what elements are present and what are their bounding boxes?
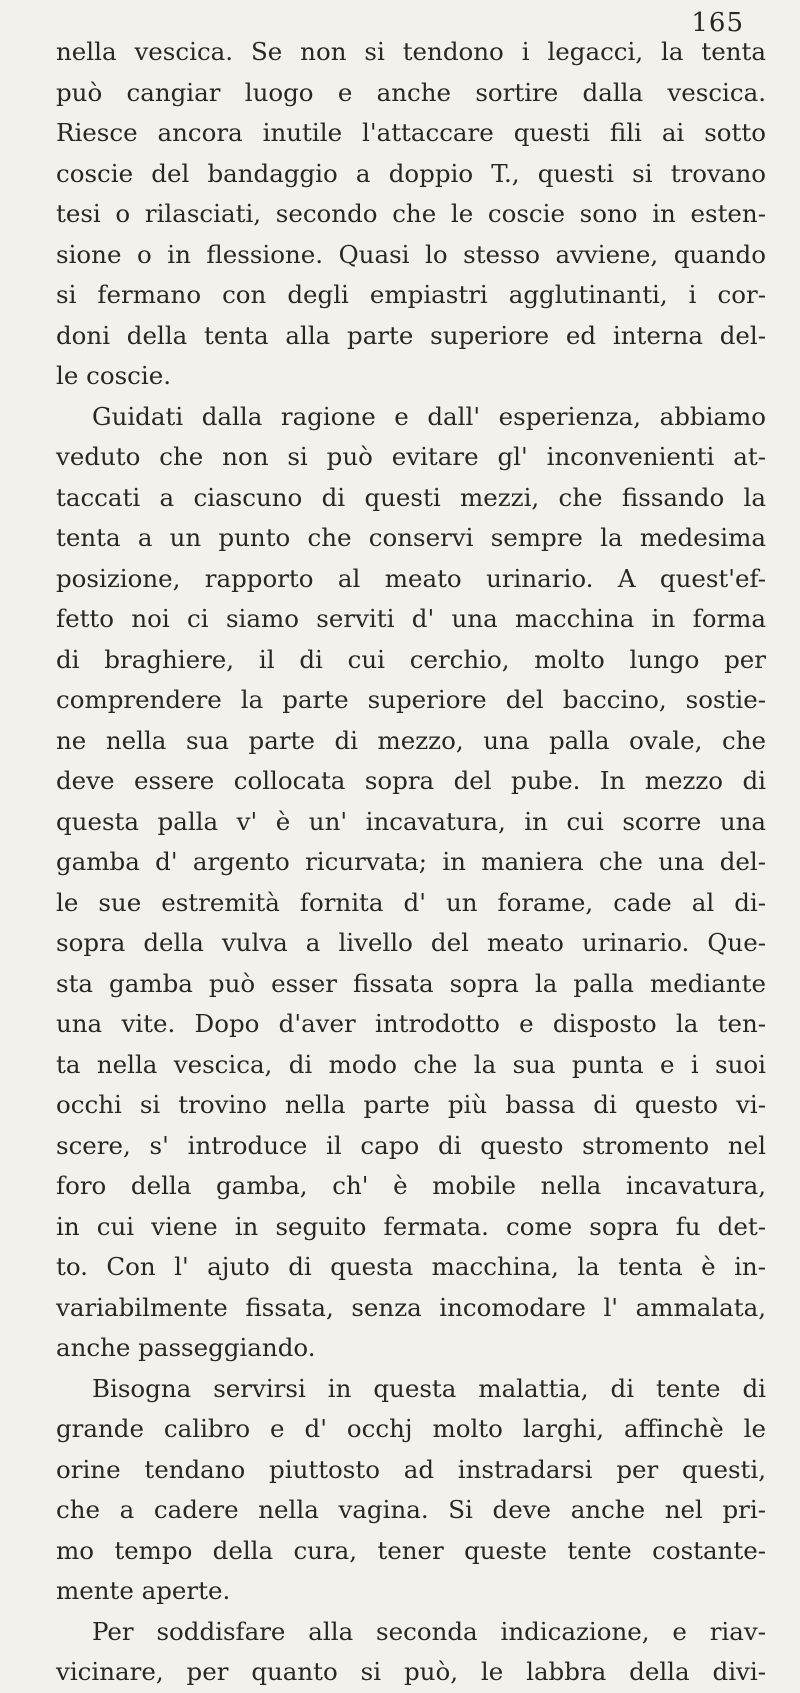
text-line: taccati a ciascuno di questi mezzi, che fissando la [56, 482, 766, 512]
text-line: può cangiar luogo e anche sortire dalla vescica. [56, 77, 766, 107]
text-line: anche passeggiando. [56, 1333, 316, 1362]
text-line: nella vescica. Se non si tendono i legacci, la tenta [56, 37, 766, 66]
text-line: fetto noi ci siamo serviti d' una macchina in forma [56, 604, 766, 633]
text-line: ne nella sua parte di mezzo, una palla ovale, che [56, 725, 766, 755]
text-line: sta gamba può esser fissata sopra la palla mediante [56, 968, 766, 998]
text-line: orine tendano piuttosto ad instradarsi per questi, [56, 1454, 766, 1484]
page-number: 165 [691, 8, 744, 38]
text-line: deve essere collocata sopra del pube. In mezzo di [56, 766, 766, 795]
text-line: mente aperte. [56, 1576, 231, 1605]
text-line: che a cadere nella vagina. Si deve anche nel pri- [56, 1495, 766, 1524]
text-line: veduto che non si può evitare gl' inconvenienti at- [56, 442, 766, 471]
text-line: comprendere la parte superiore del baccino, sostie- [56, 685, 766, 714]
text-line: Riesce ancora inutile l'attaccare questi fili ai sotto [56, 118, 766, 147]
text-line: tenta a un punto che conservi sempre la medesima [56, 523, 766, 552]
text-line: doni della tenta alla parte superiore ed interna del- [56, 320, 766, 350]
text-line: le sue estremità fornita d' un forame, cade al di- [56, 887, 766, 917]
text-line: questa palla v' è un' incavatura, in cui scorre una [56, 806, 766, 836]
text-line: una vite. Dopo d'aver introdotto e disposto la ten- [56, 1009, 766, 1038]
text-line: di braghiere, il di cui cerchio, molto lungo per [56, 644, 766, 674]
text-line: variabilmente fissata, senza incomodare l' ammalata, [56, 1292, 766, 1322]
text-line: scere, s' introduce il capo di questo stromento nel [56, 1130, 766, 1160]
text-line: foro della gamba, ch' è mobile nella incavatura, [56, 1171, 766, 1200]
text-line: sione o in flessione. Quasi lo stesso avviene, quando [56, 239, 766, 269]
text-line: posizione, rapporto al meato urinario. A quest'ef- [56, 563, 766, 593]
text-line: tesi o rilasciati, secondo che le coscie sono in esten- [56, 199, 766, 228]
text-line: in cui viene in seguito fermata. come sopra fu det- [56, 1211, 766, 1241]
text-line: sopra della vulva a livello del meato urinario. Que- [56, 928, 766, 957]
text-line: Guidati dalla ragione e dall' esperienza, abbiamo [92, 401, 766, 431]
text-line: mo tempo della cura, tener queste tente costante- [56, 1535, 766, 1565]
text-line: si fermano con degli empiastri agglutinanti, i cor- [56, 280, 766, 309]
text-line: coscie del bandaggio a doppio T., questi si trovano [56, 158, 766, 188]
body-text [56, 32, 766, 1693]
text-line: vicinare, per quanto si può, le labbra della divi- [56, 1657, 766, 1686]
text-line: Per soddisfare alla seconda indicazione, e riav- [92, 1616, 766, 1646]
text-line: le coscie. [56, 361, 172, 390]
text-line: grande calibro e d' occhj molto larghi, affinchè le [56, 1414, 766, 1443]
text-line: to. Con l' ajuto di questa macchina, la tenta è in- [56, 1252, 766, 1281]
text-line: ta nella vescica, di modo che la sua punta e i suoi [56, 1049, 766, 1079]
text-line: occhi si trovino nella parte più bassa di questo vi- [56, 1090, 766, 1119]
text-line: gamba d' argento ricurvata; in maniera che una del- [56, 847, 766, 876]
text-line: Bisogna servirsi in questa malattia, di tente di [92, 1373, 766, 1403]
